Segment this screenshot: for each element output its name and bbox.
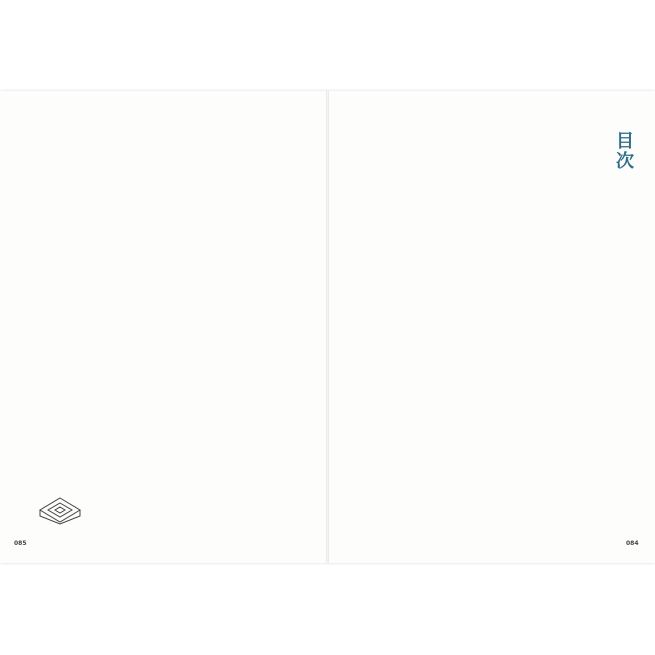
table-of-contents bbox=[0, 91, 655, 563]
page-number-left: 085 bbox=[14, 540, 27, 547]
page-number-right: 084 bbox=[626, 540, 639, 547]
publisher-logo-icon bbox=[38, 496, 82, 526]
toc-title: 目次 bbox=[613, 131, 634, 171]
